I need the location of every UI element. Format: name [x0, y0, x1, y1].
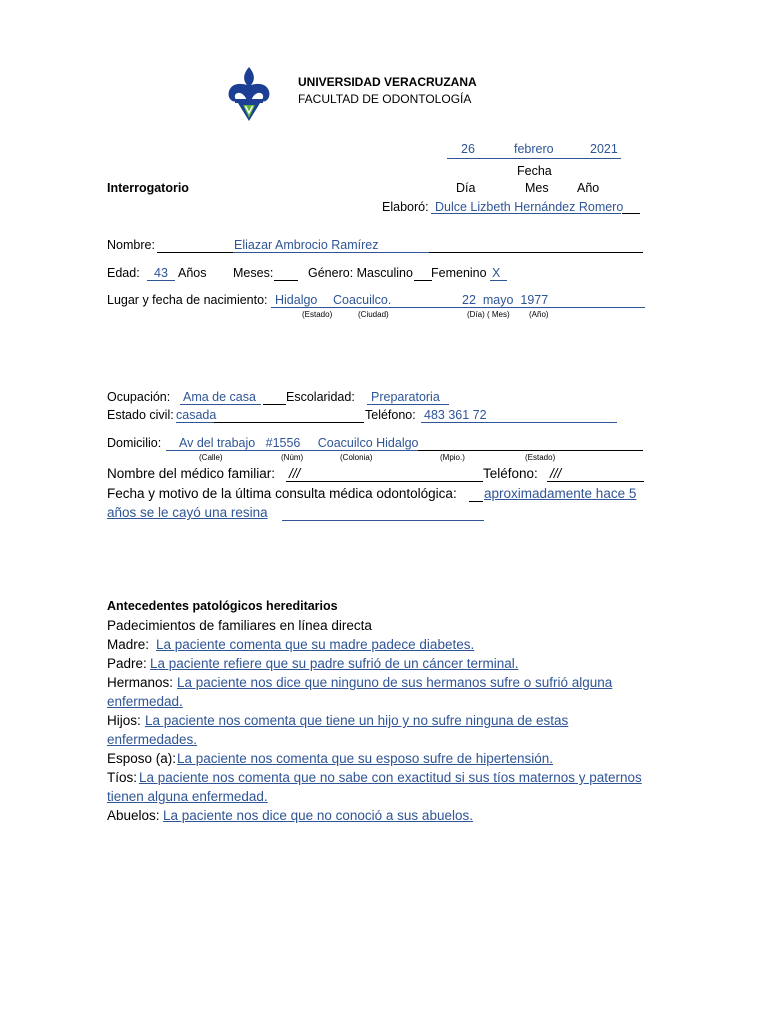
- num-hint: (Núm): [281, 453, 304, 462]
- section-title: Interrogatorio: [107, 181, 189, 195]
- meses-underline: [274, 280, 298, 281]
- ocupacion-underline: [180, 404, 261, 405]
- padre-label: Padre:: [107, 656, 147, 671]
- tios-value-line2[interactable]: tienen alguna enfermedad.: [107, 789, 268, 804]
- date-underline: [447, 158, 621, 159]
- nombre-underline-c: [429, 252, 643, 253]
- ano-hint: (Año): [529, 310, 549, 319]
- medico-label: Nombre del médico familiar:: [107, 466, 276, 481]
- medico-telefono-value[interactable]: ///: [550, 466, 562, 481]
- escolaridad-label: Escolaridad:: [286, 390, 355, 404]
- consulta-underline-tail: [282, 520, 484, 521]
- faculty-name: FACULTAD DE ODONTOLOGÍA: [298, 92, 472, 106]
- nombre-value[interactable]: Eliazar Ambrocio Ramírez: [234, 238, 379, 252]
- consulta-value-line2[interactable]: años se le cayó una resina: [107, 505, 268, 520]
- nombre-underline-b: [233, 252, 429, 253]
- domicilio-underline-a: [166, 450, 418, 451]
- estado-hint: (Estado): [302, 310, 333, 319]
- date-day-label: Día: [456, 181, 476, 195]
- escolaridad-underline: [367, 404, 449, 405]
- genero-label: Género: Masculino: [308, 266, 413, 280]
- femenino-label: Femenino: [431, 266, 487, 280]
- date-day[interactable]: 26: [461, 142, 475, 156]
- domicilio-value[interactable]: Av del trabajo #1556 Coacuilco Hidalgo: [179, 436, 419, 450]
- consulta-underline-lead: [469, 501, 483, 502]
- estado-civil-underline-b: [214, 422, 364, 423]
- edad-value[interactable]: 43: [154, 266, 168, 280]
- nombre-underline-a: [157, 252, 233, 253]
- diames-hint: (Día) ( Mes): [467, 310, 510, 319]
- domicilio-estado-hint: (Estado): [525, 453, 556, 462]
- medico-telefono-underline: [547, 481, 644, 482]
- hermanos-label: Hermanos:: [107, 675, 174, 690]
- hermanos-value-line1[interactable]: La paciente nos dice que ninguno de sus hermanos sufre o sufrió alguna: [177, 675, 613, 690]
- calle-hint: (Calle): [199, 453, 223, 462]
- femenino-value[interactable]: X: [492, 266, 501, 280]
- elaboro-underline-tail: [622, 213, 640, 214]
- ocupacion-underline-tail: [263, 404, 286, 405]
- nacimiento-estado[interactable]: Hidalgo: [275, 293, 318, 307]
- antecedentes-subtitle: Padecimientos de familiares en línea directa: [107, 618, 372, 633]
- university-logo: [226, 65, 272, 125]
- date-month-label: Mes: [525, 181, 549, 195]
- ocupacion-label: Ocupación:: [107, 390, 171, 404]
- consulta-label: Fecha y motivo de la última consulta médica odontológica:: [107, 486, 457, 501]
- ciudad-hint: (Ciudad): [358, 310, 389, 319]
- estado-civil-label: Estado civil:: [107, 408, 174, 422]
- elaboro-value[interactable]: Dulce Lizbeth Hernández Romero: [435, 200, 624, 214]
- abuelos-label: Abuelos:: [107, 808, 160, 823]
- hermanos-value-line2[interactable]: enfermedad.: [107, 694, 183, 709]
- telefono-value[interactable]: 483 361 72: [424, 408, 487, 422]
- medico-telefono-label: Teléfono:: [483, 466, 538, 481]
- escolaridad-value[interactable]: Preparatoria: [371, 390, 440, 404]
- medico-value[interactable]: ///: [289, 466, 301, 481]
- date-year-label: Año: [577, 181, 600, 195]
- estado-civil-underline-a: [176, 422, 214, 423]
- domicilio-label: Domicilio:: [107, 436, 162, 450]
- esposo-label: Esposo (a):: [107, 751, 177, 766]
- hijos-label: Hijos:: [107, 713, 141, 728]
- telefono-underline: [421, 422, 617, 423]
- date-fecha-label: Fecha: [517, 164, 552, 178]
- colonia-hint: (Colonia): [340, 453, 373, 462]
- madre-label: Madre:: [107, 637, 150, 652]
- hijos-value-line1[interactable]: La paciente nos comenta que tiene un hijo y no sufre ninguna de estas: [145, 713, 569, 728]
- date-month[interactable]: febrero: [514, 142, 554, 156]
- hijos-value-line2[interactable]: enfermedades.: [107, 732, 198, 747]
- masculino-underline: [414, 280, 432, 281]
- date-year[interactable]: 2021: [590, 142, 618, 156]
- estado-civil-value[interactable]: casada: [176, 408, 217, 422]
- edad-label: Edad:: [107, 266, 140, 280]
- anos-label: Años: [178, 266, 207, 280]
- edad-underline: [147, 280, 175, 281]
- padre-value[interactable]: La paciente refiere que su padre sufrió de un cáncer terminal.: [150, 656, 519, 671]
- tios-label: Tíos:: [107, 770, 138, 785]
- tios-value-line1[interactable]: La paciente nos comenta que no sabe con exactitud si sus tíos maternos y paternos: [139, 770, 642, 785]
- domicilio-underline-b: [418, 450, 643, 451]
- university-name: UNIVERSIDAD VERACRUZANA: [298, 75, 477, 89]
- ocupacion-value[interactable]: Ama de casa: [183, 390, 256, 404]
- esposo-value[interactable]: La paciente nos comenta que su esposo sufre de hipertensión.: [177, 751, 554, 766]
- elaboro-label: Elaboró:: [382, 200, 429, 214]
- meses-label: Meses:: [233, 266, 274, 280]
- consulta-value-line1[interactable]: aproximadamente hace 5: [484, 486, 637, 501]
- nacimiento-underline: [271, 307, 645, 308]
- nacimiento-fecha[interactable]: 22 mayo 1977: [462, 293, 549, 307]
- nombre-label: Nombre:: [107, 238, 155, 252]
- telefono-label: Teléfono:: [365, 408, 416, 422]
- nacimiento-label: Lugar y fecha de nacimiento:: [107, 293, 268, 307]
- femenino-underline: [490, 280, 507, 281]
- mpio-hint: (Mpio.): [440, 453, 465, 462]
- antecedentes-title: Antecedentes patológicos hereditarios: [107, 599, 338, 613]
- abuelos-value[interactable]: La paciente nos dice que no conoció a sus abuelos.: [163, 808, 473, 823]
- medico-underline: [286, 481, 483, 482]
- nacimiento-ciudad[interactable]: Coacuilco.: [333, 293, 392, 307]
- madre-value[interactable]: La paciente comenta que su madre padece diabetes.: [156, 637, 475, 652]
